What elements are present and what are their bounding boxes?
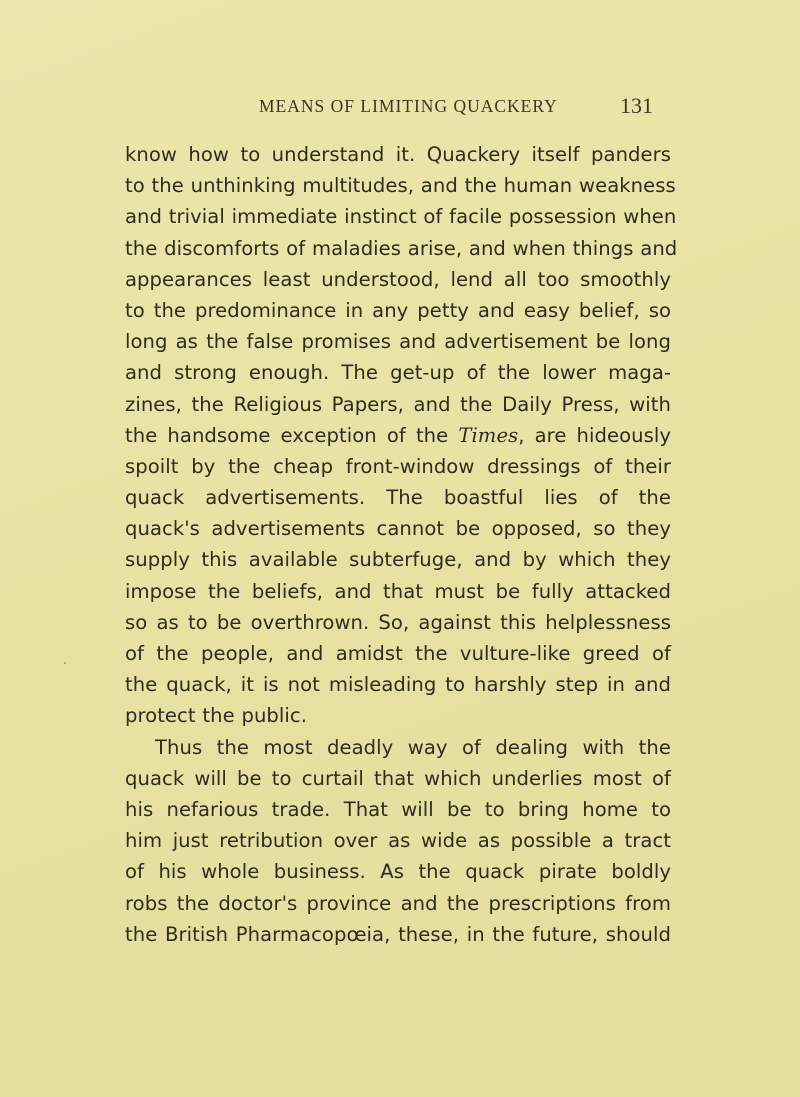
italic-title-times: Times <box>458 423 519 447</box>
body-text <box>125 139 678 950</box>
text-line: quack advertisements. The boastful lies of the <box>125 486 671 510</box>
page-number: 131 <box>620 93 653 118</box>
text-line: of his whole business. As the quack pirate boldly <box>125 860 671 884</box>
text-line: appearances least understood, lend all too smoothly <box>125 267 671 291</box>
text-line: the discomforts of maladies arise, and when things and <box>125 236 678 260</box>
text-line: zines, the Religious Papers, and the Daily Press, with <box>125 392 671 416</box>
text-line: of the people, and amidst the vulture-like greed of <box>125 642 671 665</box>
text-line: robs the doctor's province and the prescriptions from <box>125 891 671 915</box>
text-line: quack will be to curtail that which underlies most of <box>125 766 671 790</box>
text-line: know how to understand it. Quackery itself panders <box>125 143 671 166</box>
text-line: impose the beliefs, and that must be fully attacked <box>125 579 671 603</box>
text-line: the British Pharmacopœia, these, in the future, should <box>125 922 671 946</box>
paper-speck <box>64 662 66 664</box>
text-line: to the predominance in any petty and easy belief, so <box>125 298 671 322</box>
text-line: Thus the most deadly way of dealing with the <box>155 735 671 759</box>
text-line: protect the public. <box>125 704 307 728</box>
text-line: the quack, it is not misleading to harshly step in and <box>125 673 671 697</box>
text-line: long as the false promises and advertisement be long <box>125 330 671 354</box>
text-segment: , are hideously <box>518 423 671 447</box>
running-title: MEANS OF LIMITING QUACKERY <box>259 96 558 116</box>
text-line: his nefarious trade. That will be to bring home to <box>125 797 671 821</box>
text-segment: the handsome exception of the <box>125 423 459 447</box>
running-head <box>125 93 655 124</box>
text-line: so as to be overthrown. So, against this helplessness <box>125 610 671 634</box>
text-line: and trivial immediate instinct of facile possession when <box>125 205 677 229</box>
text-line: supply this available subterfuge, and by which they <box>125 548 671 572</box>
text-line: him just retribution over as wide as possible a tract <box>125 829 671 853</box>
text-line: to the unthinking multitudes, and the human weakness <box>125 174 676 198</box>
text-line: spoilt by the cheap front-window dressings of their <box>125 454 671 478</box>
paragraph-1 <box>125 139 678 732</box>
text-line: and strong enough. The get-up of the lower maga- <box>125 361 671 385</box>
text-line: quack's advertisements cannot be opposed, so they <box>125 517 671 541</box>
text-line-with-italic <box>125 420 671 451</box>
paragraph-2 <box>125 732 671 950</box>
